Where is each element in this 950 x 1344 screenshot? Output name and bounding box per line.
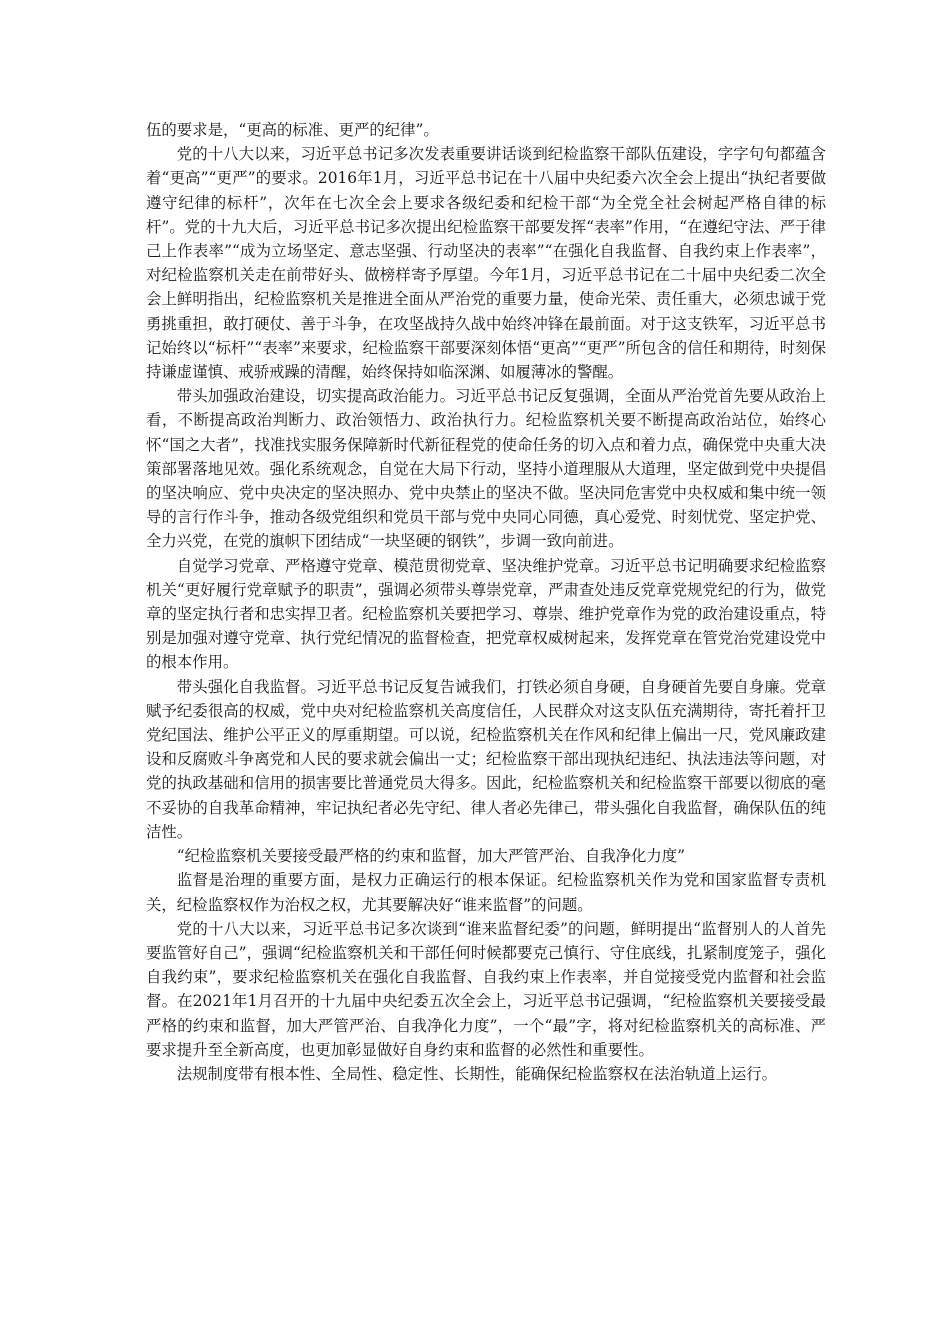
paragraph-2: 党的十八大以来，习近平总书记多次发表重要讲话谈到纪检监察干部队伍建设，字字句句都蕴含着“更高”“更严”的要求。2016年1月，习近平总书记在十八届中央纪委六次全会上提出“执纪者要做遵守纪律的标杆”，次年在七次全会上要求各级纪委和纪检干部“为全党全社会树起严格自律的标杆”。党的十九大后，习近平总书记多次提出纪检监察干部要发挥“表率”作用，“在遵纪守法、严于律己上作表率”“成为立场坚定、意志坚强、行动坚决的表率”“在强化自我监督、自我约束上作表率”，对纪检监察机关走在前带好头、做榜样寄予厚望。今年1月，习近平总书记在二十届中央纪委二次全会上鲜明指出，纪检监察机关是推进全面从严治党的重要力量，使命光荣、责任重大，必须忠诚于党勇挑重担，敢打硬仗、善于斗争，在攻坚战持久战中始终冲锋在最前面。对于这支铁军，习近平总书记始终以“标杆”“表率”来要求，纪检监察干部要深刻体悟“更高”“更严”所包含的信任和期待，时刻保持谦虚谨慎、戒骄戒躁的清醒，始终保持如临深渊、如履薄冰的警醒。 [146,145,826,382]
section-heading-quote: “纪检监察机关要接受最严格的约束和监督，加大严管严治、自我净化力度” [176,847,686,866]
paragraph-8: 法规制度带有根本性、全局性、稳定性、长期性，能确保纪检监察权在法治轨道上运行。 [176,1064,778,1083]
paragraph-5: 带头强化自我监督。习近平总书记反复告诫我们，打铁必须自身硬，自身硬首先要自身廉。党章赋予纪委很高的权威，党中央对纪检监察机关高度信任，人民群众对这支队伍充满期待，寄托着扞卫党纪国法、维护公平正义的厚重期望。可以说，纪检监察机关在作风和纪律上偏出一尺，党风廉政建设和反腐败斗争离党和人民的要求就会偏出一丈；纪检监察干部出现执纪违纪、执法违法等问题，对党的执政基础和信用的损害要比普通党员大得多。因此，纪检监察机关和纪检监察干部要以彻底的毫不妥协的自我革命精神，牢记执纪者必先守纪、律人者必先律己，带头强化自我监督，确保队伍的纯洁性。 [146,677,826,841]
paragraph-7: 党的十八大以来，习近平总书记多次谈到“谁来监督纪委”的问题，鲜明提出“监督别人的人首先要监管好自己”，强调“纪检监察机关和干部任何时候都要克己慎行、守住底线，扎紧制度笼子，强化自我约束”，要求纪检监察机关在强化自我监督、自我约束上作表率，并自觉接受党内监督和社会监督。在2021年1月召开的十九届中央纪委五次全会上，习近平总书记强调，“纪检监察机关要接受最严格的约束和监督，加大严管严治、自我净化力度”，一个“最”字，将对纪检监察机关的高标准、严要求提升至全新高度，也更加彰显做好自身约束和监督的必然性和重要性。 [146,919,826,1059]
paragraph-3: 带头加强政治建设，切实提高政治能力。习近平总书记反复强调，全面从严治党首先要从政治上看，不断提高政治判断力、政治领悟力、政治执行力。纪检监察机关要不断提高政治站位，始终心怀“国之大者”，找准找实服务保障新时代新征程党的使命任务的切入点和着力点，确保党中央重大决策部署落地见效。强化系统观念，自觉在大局下行动，坚持小道理服从大道理，坚定做到党中央提倡的坚决响应、党中央决定的坚决照办、党中央禁止的坚决不做。坚决同危害党中央权威和集中统一领导的言行作斗争，推动各级党组织和党员干部与党中央同心同德，真心爱党、时刻忧党、坚定护党、全力兴党，在党的旗帜下团结成“一块坚硬的钢铁”，步调一致向前进。 [146,387,826,551]
document-body [146,118,826,1086]
paragraph-1: 伍的要求是，“更高的标准、更严的纪律”。 [146,121,439,139]
paragraph-6: 监督是治理的重要方面，是权力正确运行的根本保证。纪检监察机关作为党和国家监督专责机关，纪检监察权作为治权之权，尤其要解决好“谁来监督”的问题。 [146,871,826,914]
paragraph-4: 自觉学习党章、严格遵守党章、模范贯彻党章、坚决维护党章。习近平总书记明确要求纪检监察机关“更好履行党章赋予的职责”，强调必须带头尊崇党章，严肃查处违反党章党规党纪的行为，做党章的坚定执行者和忠实捍卫者。纪检监察机关要把学习、尊崇、维护党章作为党的政治建设重点，特别是加强对遵守党章、执行党纪情况的监督检查，把党章权威树起来，发挥党章在管党治党建设党中的根本作用。 [146,556,826,672]
